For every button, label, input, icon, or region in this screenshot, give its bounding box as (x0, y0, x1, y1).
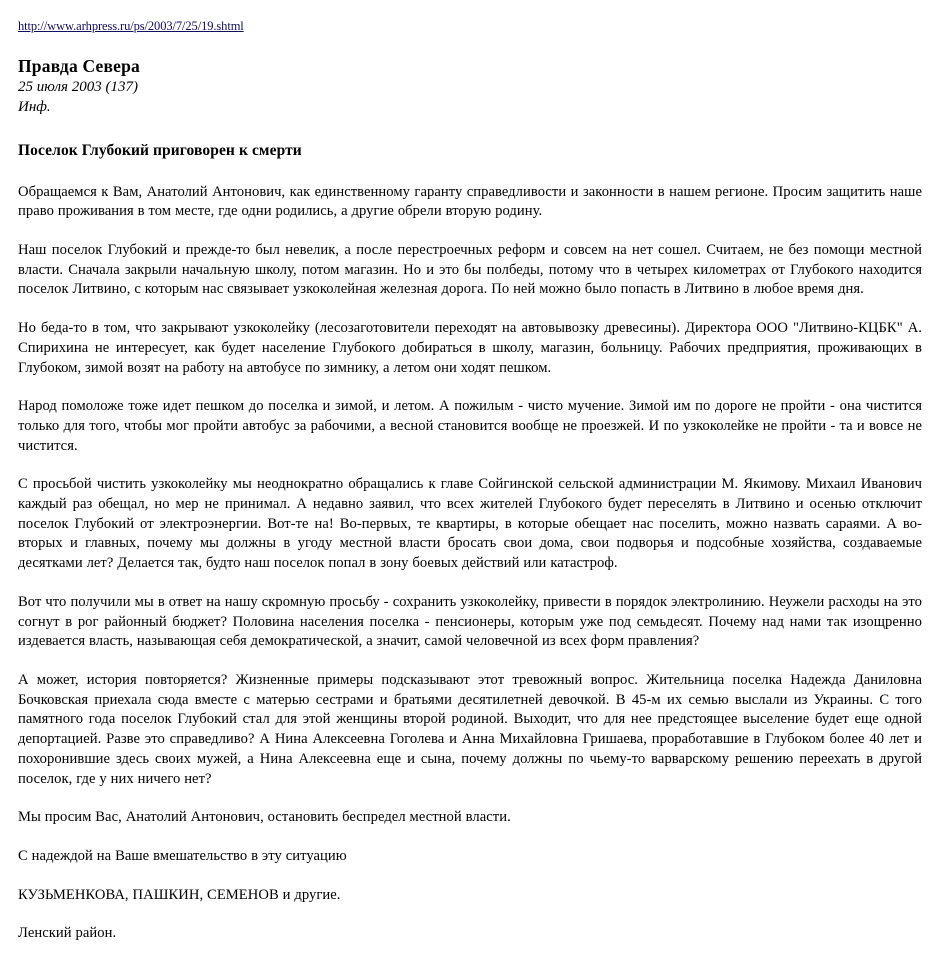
byline: Инф. (18, 99, 51, 116)
article-paragraph: Вот что получили мы в ответ на нашу скромную просьбу - сохранить узкоколейку, привести в порядок электролинию. Неужели расходы на это согнут в рог районный бюджет? Половина населения поселка - пенсионеры, которым уже под семьдесят. Почему над нами так изощренно издевается власть, называющая себя демократической, а значит, самой человечной из всех форм правления? (18, 593, 922, 650)
article-paragraph: Народ помоложе тоже идет пешком до поселка и зимой, и летом. А пожилым - чисто мучение. Зимой им по дороге не пройти - она чистится только для того, чтобы мог пройти автобус за рабочими, а весной становится вообще не проезжей. И по узкоколейке не пройти - та и вовсе не чистится. (18, 398, 922, 454)
article-paragraph: С просьбой чистить узкоколейку мы неоднократно обращались к главе Сойгинской сельской администрации М. Якимову. Михаил Иванович каждый раз обещал, но мер не принимал. А недавно заявил, что всех жителей Глубокого будет переселять в Литвино и осенью отключит поселок Глубокий от электроэнергии. Вот-те на! Во-первых, те квартиры, в которые обещает нас поселить, можно назвать сараями. А во-вторых и главных, почему мы должны в угоду местной власти бросать свои дома, свои подворья и подсобные хозяйства, создаваемые десятками лет? Делается так, будто наш поселок попал в зону боевых действий или катастроф. (18, 476, 922, 572)
article-paragraph: Обращаемся к Вам, Анатолий Антонович, как единственному гаранту справедливости и законности в нашем регионе. Просим защитить наше право проживания в том месте, где одни родились, а другие обрели вторую родину. (18, 183, 922, 220)
article-closing-request: Мы просим Вас, Анатолий Антонович, остановить беспредел местной власти. (18, 809, 511, 826)
article-location: Ленский район. (18, 925, 117, 942)
source-url-link[interactable]: http://www.arhpress.ru/ps/2003/7/25/19.shtml (18, 19, 244, 33)
article-paragraph: А может, история повторяется? Жизненные примеры подсказывают этот тревожный вопрос. Жительница поселка Надежда Даниловна Бочковская приехала сюда вместе с матерью сестрами и братьями десятилетней девочкой. В 45-м их семью выслали из Украины. С того памятного года поселок Глубокий стал для этой женщины второй родиной. Выходит, что для нее предстоящее выселение будет еще одной депортацией. Разве это справедливо? А Нина Алексеевна Гоголева и Анна Михайловна Гришаева, проработавшие в Глубоком более 40 лет и похоронившие здесь своих мужей, а Нина Алексеевна еще и сына, почему должны по чьему-то варварскому решению переехать в другой поселок, где у них ничего нет? (18, 671, 922, 787)
article-paragraph: Наш поселок Глубокий и прежде-то был невелик, а после перестроечных реформ и совсем на нет сошел. Считаем, не без помощи местной власти. Сначала закрыли начальную школу, потом магазин. Но и это бы полбеды, потому что в четырех километрах от Глубокого находится поселок Литвино, с которым нас связывает узкоколейная железная дорога. По ней можно было попасть в Литвино в любое время дня. (18, 242, 922, 298)
article-paragraph: Но беда-то в том, что закрывают узкоколейку (лесозаготовители переходят на автовывозку древесины). Директора ООО "Литвино-КЦБК" А. Спирихина не интересует, как будет население Глубокого добираться в школу, магазин, больницу. Рабочих предприятия, проживающих в Глубоком, зимой возят на работу на автобусе по зимнику, а летом они ходят пешком. (18, 320, 922, 376)
article-headline: Поселок Глубокий приговорен к смерти (18, 142, 302, 160)
publication-title: Правда Севера (18, 56, 141, 76)
issue-date: 25 июля 2003 (137) (18, 79, 138, 96)
source-url-line (18, 16, 922, 36)
article-closing-hope: С надеждой на Ваше вмешательство в эту ситуацию (18, 847, 347, 864)
article-body (18, 183, 922, 944)
article-signatories: КУЗЬМЕНКОВА, ПАШКИН, СЕМЕНОВ и другие. (18, 886, 341, 903)
